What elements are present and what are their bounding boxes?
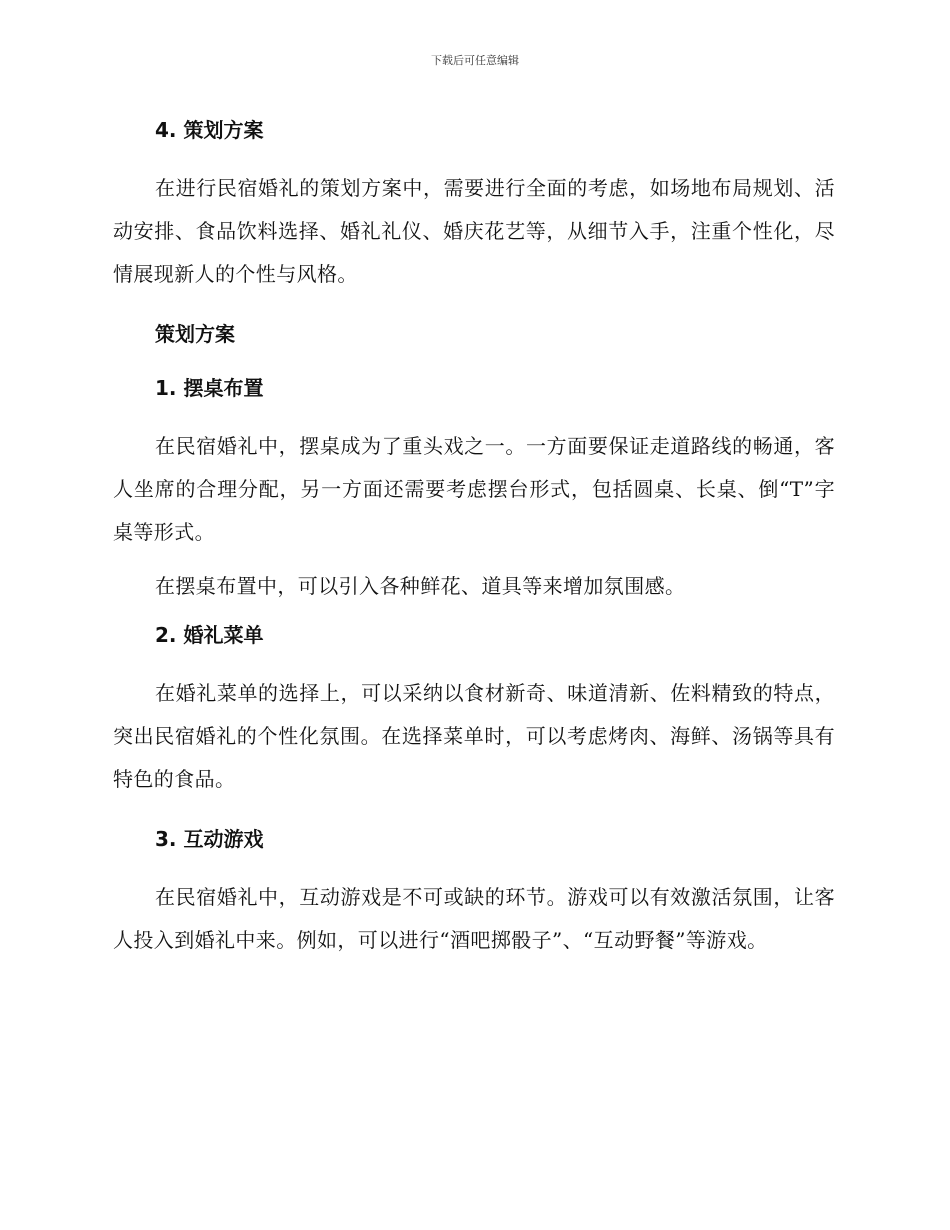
paragraph-table-decoration: 在摆桌布置中，可以引入各种鲜花、道具等来增加氛围感。 [155,574,686,598]
section-heading-planning-scheme: 4. 策划方案 [155,118,264,142]
paragraph-planning-overview: 在进行民宿婚礼的策划方案中，需要进行全面的考虑，如场地布局规划、活动安排、食品饮料选择、婚礼礼仪、婚庆花艺等，从细节入手，注重个性化，尽情展现新人的个性与风格。 [113,176,835,286]
paragraph-table-layout: 在民宿婚礼中，摆桌成为了重头戏之一。一方面要保证走道路线的畅通，客人坐席的合理分配，另一方面还需要考虑摆台形式，包括圆桌、长桌、倒“T”字桌等形式。 [113,434,835,544]
section-heading-wedding-menu: 2. 婚礼菜单 [155,623,264,647]
section-heading-plan: 策划方案 [155,322,235,346]
section-heading-table-layout: 1. 摆桌布置 [155,376,264,400]
paragraph-interactive-games: 在民宿婚礼中，互动游戏是不可或缺的环节。游戏可以有效激活氛围，让客人投入到婚礼中来。例如，可以进行“酒吧掷骰子”、“互动野餐”等游戏。 [113,885,835,952]
paragraph-wedding-menu: 在婚礼菜单的选择上，可以采纳以食材新奇、味道清新、佐料精致的特点，突出民宿婚礼的个性化氛围。在选择菜单时，可以考虑烤肉、海鲜、汤锅等具有特色的食品。 [113,681,835,791]
document-body [113,110,835,962]
section-heading-interactive-games: 3. 互动游戏 [155,827,264,851]
header-note: 下载后可任意编辑 [431,54,519,67]
